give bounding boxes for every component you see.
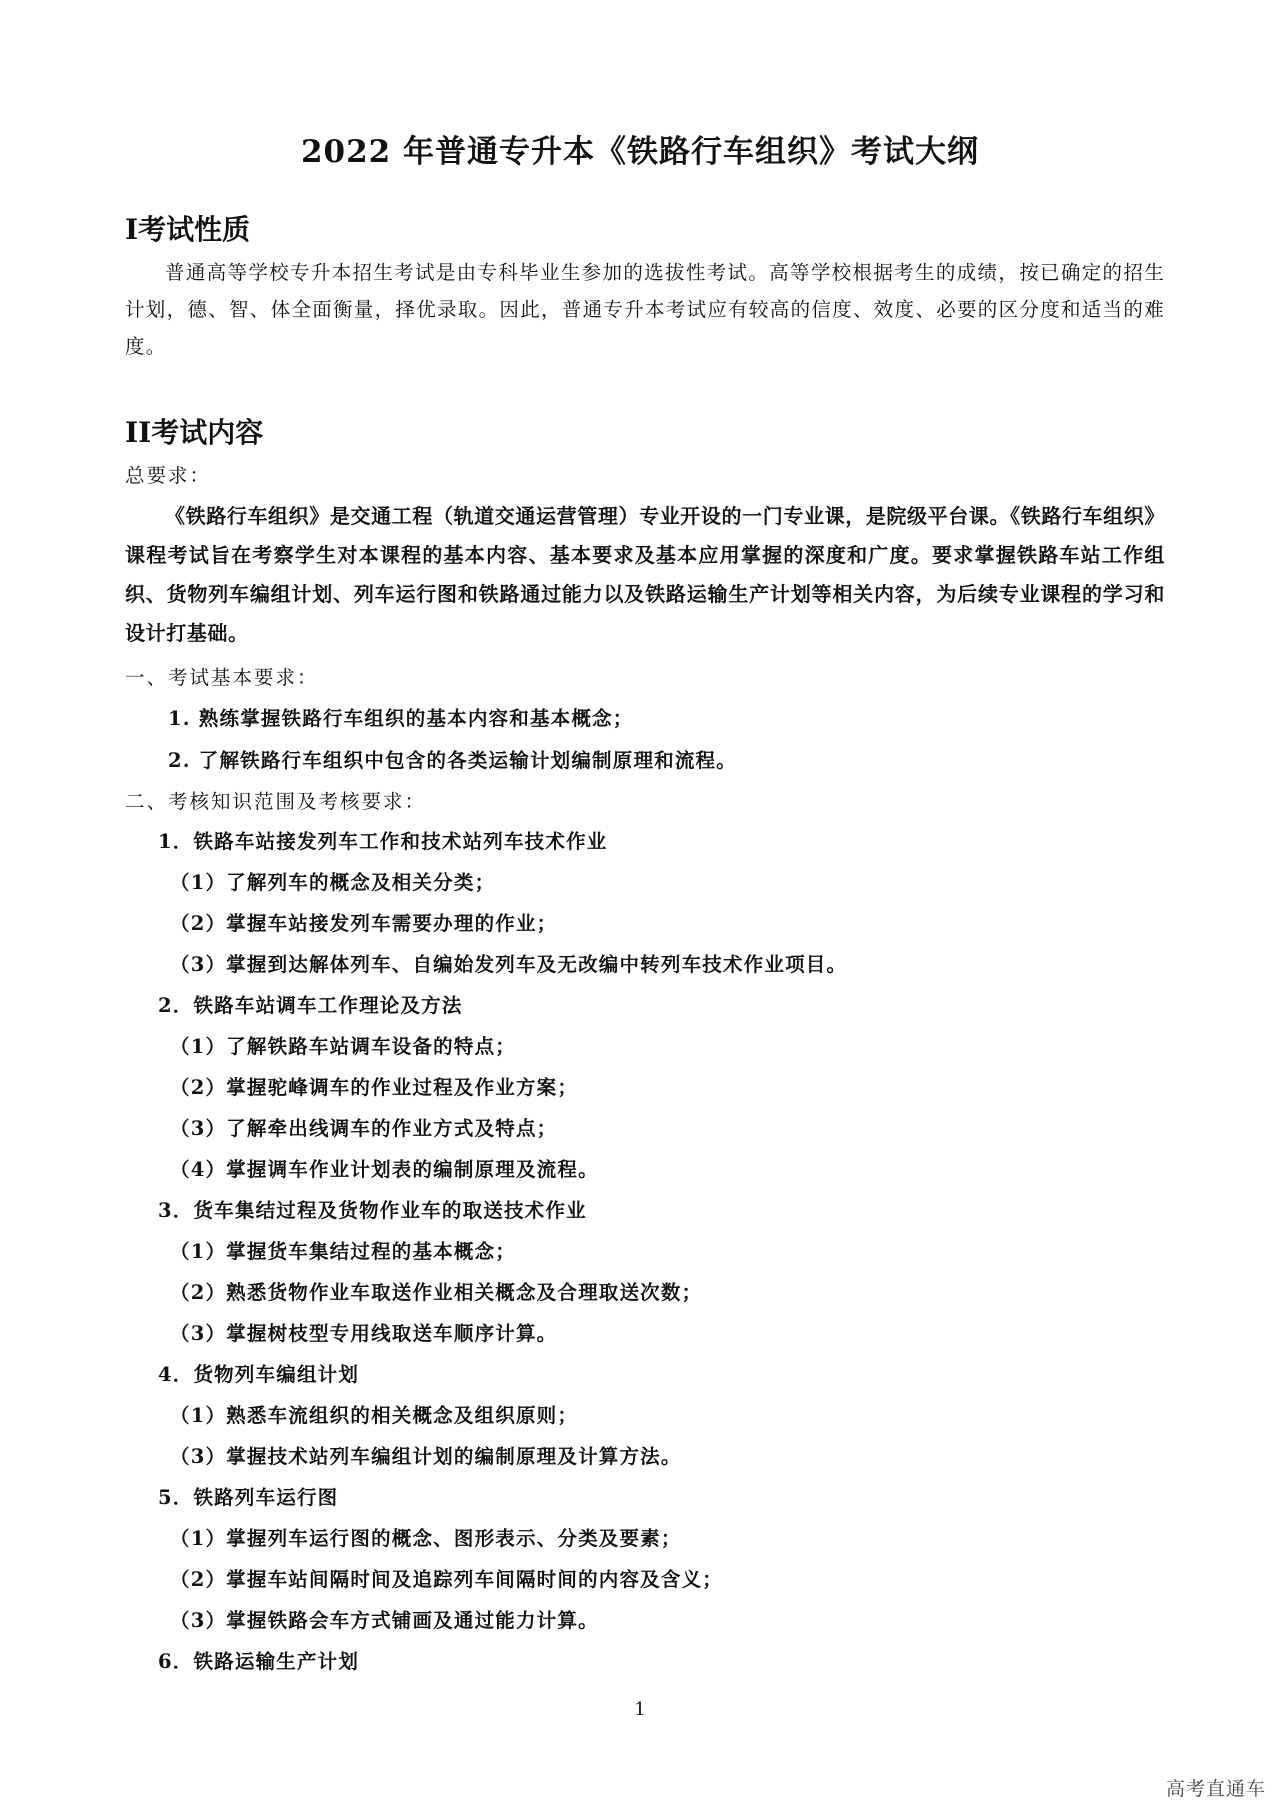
- watermark-text: 高考直通车: [1165, 1778, 1266, 1800]
- general-requirements-label: 总要求：: [125, 464, 212, 487]
- part1-label: 一、考试基本要求：: [125, 666, 319, 689]
- topic-item: （4）掌握调车作业计划表的编制原理及流程。: [170, 1158, 599, 1181]
- topic-item: （1）了解列车的概念及相关分类；: [170, 871, 496, 894]
- topic-title: 3．货车集结过程及货物作业车的取送技术作业: [158, 1199, 587, 1222]
- topic-item: （1）熟悉车流组织的相关概念及组织原则；: [170, 1404, 579, 1427]
- topic-item: （3）掌握树枝型专用线取送车顺序计算。: [170, 1322, 558, 1345]
- topic-item: （1）掌握货车集结过程的基本概念；: [170, 1240, 516, 1263]
- topic-title: 5．铁路列车运行图: [158, 1486, 339, 1509]
- topic-item: （3）掌握到达解体列车、自编始发列车及无改编中转列车技术作业项目。: [170, 953, 848, 976]
- part1-item: 1. 熟练掌握铁路行车组织的基本内容和基本概念；: [168, 707, 634, 730]
- topic-item: （2）掌握车站间隔时间及追踪列车间隔时间的内容及含义；: [170, 1568, 723, 1591]
- general-requirements-paragraph: 《铁路行车组织》是交通工程（轨道交通运营管理）专业开设的一门专业课，是院级平台课。《铁路行车组织》课程考试旨在考察学生对本课程的基本内容、基本要求及基本应用掌握的深度和广度。要求掌握铁路车站工作组织、货物列车编组计划、列车运行图和铁路通过能力以及铁路运输生产计划等相关内容，为后续专业课程的学习和设计打基础。: [125, 504, 1165, 645]
- exam-nature-paragraph: 普通高等学校专升本招生考试是由专科毕业生参加的选拔性考试。高等学校根据考生的成绩，按已确定的招生计划，德、智、体全面衡量，择优录取。因此，普通专升本考试应有较高的信度、效度、必要的区分度和适当的难度。: [125, 261, 1166, 358]
- topic-item: （3）了解牵出线调车的作业方式及特点；: [170, 1117, 558, 1140]
- topic-title: 1．铁路车站接发列车工作和技术站列车技术作业: [158, 830, 608, 853]
- topic-item: （3）掌握技术站列车编组计划的编制原理及计算方法。: [170, 1445, 682, 1468]
- topic-item: （3）掌握铁路会车方式铺画及通过能力计算。: [170, 1609, 599, 1632]
- section-heading-exam-nature: I考试性质: [125, 213, 251, 246]
- topic-title: 2．铁路车站调车工作理论及方法: [158, 994, 463, 1017]
- topic-title: 4．货物列车编组计划: [158, 1363, 360, 1386]
- topic-item: （1）掌握列车运行图的概念、图形表示、分类及要素；: [170, 1527, 682, 1550]
- topic-title: 6．铁路运输生产计划: [158, 1650, 360, 1673]
- topic-item: （2）掌握驼峰调车的作业过程及作业方案；: [170, 1076, 579, 1099]
- part2-label: 二、考核知识范围及考核要求：: [125, 790, 427, 813]
- section-heading-exam-content: II考试内容: [125, 416, 264, 449]
- part1-item: 2. 了解铁路行车组织中包含的各类运输计划编制原理和流程。: [168, 749, 737, 772]
- page-number: 1: [634, 1699, 646, 1720]
- topic-item: （2）熟悉货物作业车取送作业相关概念及合理取送次数；: [170, 1281, 703, 1304]
- topic-item: （2）掌握车站接发列车需要办理的作业；: [170, 912, 558, 935]
- document-title: 2022 年普通专升本《铁路行车组织》考试大纲: [300, 134, 980, 170]
- topic-item: （1）了解铁路车站调车设备的特点；: [170, 1035, 516, 1058]
